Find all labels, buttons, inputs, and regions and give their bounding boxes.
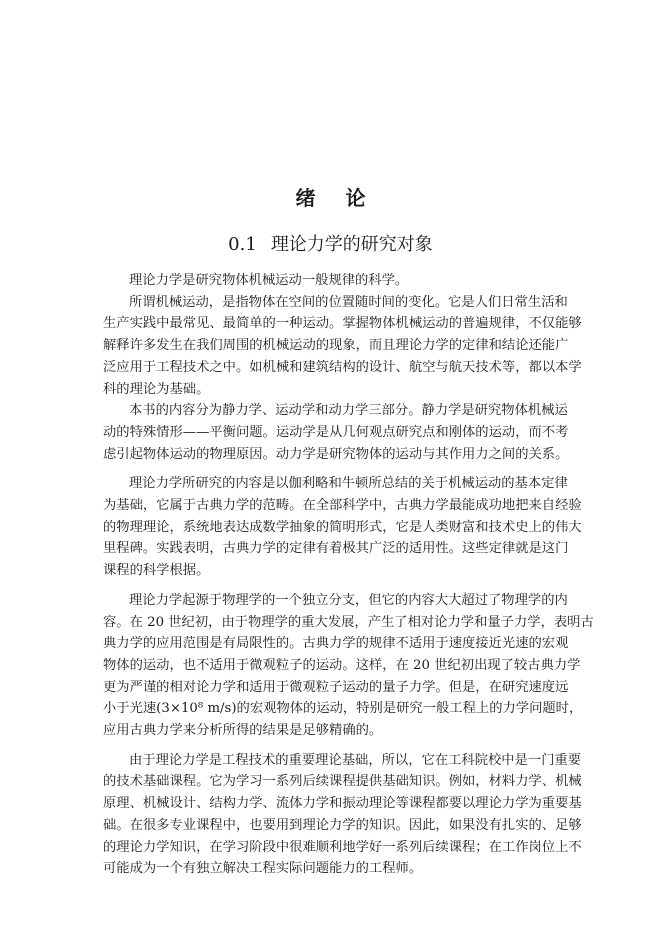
- paragraph-line: 解释许多发生在我们周围的机械运动的现象，而且理论力学的定律和结论还能广: [103, 338, 569, 354]
- paragraph-line: 的技术基础课程。它为学习一系列后续课程提供基础知识。例如，材料力学、机械: [103, 774, 582, 790]
- paragraph-line: 虑引起物体运动的物理原因。动力学是研究物体的运动与其作用力之间的关系。: [103, 446, 569, 462]
- section-title: 理论力学的研究对象: [270, 234, 433, 255]
- paragraph-line: 应用古典力学来分析所得的结果是足够精确的。: [103, 723, 383, 739]
- body-text: [103, 270, 594, 880]
- paragraph-2: [103, 292, 582, 401]
- paragraph-line: 可能成为一个有独立解决工程实际问题能力的工程师。: [103, 861, 423, 877]
- paragraph-line: 由于理论力学是工程技术的重要理论基础，所以，它在工科院校中是一门重要: [129, 752, 582, 768]
- paragraph-line: 泛应用于工程技术之中。如机械和建筑结构的设计、航空与航天技术等，都以本学: [103, 359, 582, 375]
- paragraph-line: 科的理论为基础。: [103, 381, 210, 397]
- paragraph-5: [103, 590, 594, 742]
- paragraph-line: 课程的科学根据。: [103, 563, 210, 579]
- paragraph-4: [103, 473, 582, 582]
- paragraph-line: 更为严谨的相对论力学和适用于微观粒子运动的量子力学。但是，在研究速度远: [103, 679, 569, 695]
- chapter-title: 绪论: [295, 186, 396, 210]
- paragraph-line: 的物理理论，系统地表达成数学抽象的简明形式，它是人类财富和技术史上的伟大: [103, 519, 582, 535]
- paragraph-line: 物体的运动，也不适用于微观粒子的运动。这样，在 20 世纪初出现了较古典力学: [103, 657, 581, 673]
- paragraph-line: 础。在很多专业课程中，也要用到理论力学的知识。因此，如果没有扎实的、足够: [103, 817, 582, 833]
- paragraph-line: 的理论力学知识，在学习阶段中很难顺利地学好一系列后续课程；在工作岗位上不: [103, 839, 582, 855]
- paragraph-line: 理论力学所研究的内容是以伽利略和牛顿所总结的关于机械运动的基本定律: [129, 476, 568, 492]
- paragraph-line: 里程碑。实践表明，古典力学的定律有着极其广泛的适用性。这些定律就是这门: [103, 541, 569, 557]
- paragraph-line: 为基础，它属于古典力学的范畴。在全部科学中，古典力学最能成功地把来自经验: [103, 498, 582, 514]
- paragraph-line: 典力学的应用范围是有局限性的。古典力学的规律不适用于速度接近光速的宏观: [103, 636, 569, 652]
- paragraph-1: [103, 270, 565, 292]
- paragraph-line: 容。在 20 世纪初，由于物理学的重大发展，产生了相对论力学和量子力学，表明古: [103, 614, 594, 630]
- paragraph-line: 动的特殊情形——平衡问题。运动学是从几何观点研究点和刚体的运动，而不考: [103, 424, 569, 440]
- section-heading: [0, 233, 661, 257]
- paragraph-line: 生产实践中最常见、最简单的一种运动。掌握物体机械运动的普遍规律，不仅能够: [103, 316, 582, 332]
- section-number: 0.1: [228, 234, 257, 255]
- paragraph-line: 小于光速(3×10⁸ m/s)的宏观物体的运动，特别是研究一般工程上的力学问题时，: [103, 701, 583, 717]
- paragraph-line: 理论力学起源于物理学的一个独立分支，但它的内容大大超过了物理学的内: [129, 592, 568, 608]
- paragraph-3: [103, 400, 569, 465]
- paragraph-line: 原理、机械设计、结构力学、流体力学和振动理论等课程都要以理论力学为重要基: [103, 796, 582, 812]
- paragraph-line: 本书的内容分为静力学、运动学和动力学三部分。静力学是研究物体机械运: [129, 403, 568, 419]
- paragraph-6: [103, 750, 582, 880]
- paragraph-line: 理论力学是研究物体机械运动一般规律的科学。: [129, 273, 409, 288]
- paragraph-line: 所谓机械运动，是指物体在空间的位置随时间的变化。它是人们日常生活和: [129, 294, 568, 310]
